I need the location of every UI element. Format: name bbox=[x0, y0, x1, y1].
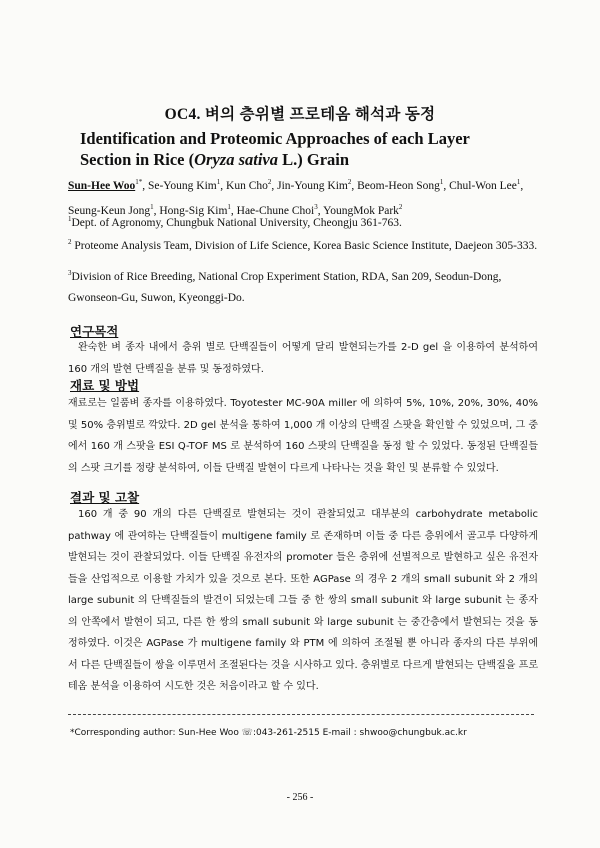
author-sup: 1 bbox=[227, 202, 231, 211]
english-title bbox=[80, 128, 520, 170]
section-heading-methods: 재료 및 방법 bbox=[70, 378, 140, 393]
author: Jin-Young Kim bbox=[277, 179, 348, 192]
english-title-part1: Identification and Proteomic Approaches of each Layer Section in Rice ( bbox=[80, 129, 470, 169]
page-number: - 256 - bbox=[286, 792, 314, 803]
purpose-paragraph: 완숙한 벼 종자 내에서 층위 별로 단백질들이 어떻게 달리 발현되는가를 2-D gel 을 이용하여 분석하여 160 개의 발현 단백질을 분류 및 동정하였다. bbox=[68, 342, 538, 375]
affiliation-text: Proteome Analysis Team, Division of Life Science, Korea Basic Science Institute, Daejeon 305-333. bbox=[71, 239, 538, 252]
english-title-species: Oryza sativa bbox=[194, 150, 278, 169]
author-sup: 2 bbox=[398, 202, 403, 211]
results-paragraph: 160 개 중 90 개의 다른 단백질로 발현되는 것이 관찰되었고 대부분의 carbohydrate metabolic pathway 에 관여하는 단백질들이 multigene family 로 존재하며 이들 중 다른 층위에서 골고루 다양하게 발현되는 것이 관찰되었다. 이들 단백질 유전자의 promoter 들은 층위에 선별적으로 발현하고 싶은 유전자들을 산업적으로 이용할 가치가 있을 것으로 본다. 또한 AGPase 의 경우 2 개의 small subunit 와 2 개의 large subunit 의 단백질들의 발견이 되었는데 그들 중 한 쌍의 small subunit 와 large subunit 는 종자의 안쪽에서 발현이 되고, 다른 한 쌍의 small subunit 와 large subunit 는 중간층에서 발현되는 것을 동정하였다. 이것은 AGPase 가 multigene family 와 PTM 에 의하여 조절될 뿐 아니라 종자의 다른 부위에서 다른 단백질들이 쌍을 이루면서 조절된다는 것을 시사하고 있다. 층위별로 다르게 발현되는 단백질을 프로테옴 분석을 이용하여 시도한 것은 처음이라고 할 수 있다. bbox=[68, 509, 538, 692]
author-sup: 1 bbox=[150, 202, 154, 211]
author-sup: 1 bbox=[516, 178, 521, 186]
author: Hae-Chune Choi bbox=[236, 204, 315, 217]
author-sup: 3 bbox=[314, 202, 318, 211]
affiliation-3 bbox=[68, 263, 538, 309]
author-sup: 2 bbox=[267, 178, 272, 186]
methods-paragraph: 재료로는 일품벼 종자를 이용하였다. Toyotester MC-90A miller 에 의하여 5%, 10%, 20%, 30%, 40% 및 50% 층위별로 깍았다. 2D gel 분석을 통하여 1,000 개 이상의 단백질 스팟을 확인할 수 있었으며, 그 중에서 160 개 스팟을 ESI Q-TOF MS 로 분석하여 160 스팟의 단백질을 동정 할 수 있었다. 동정된 단백질들의 스팟 크기를 정량 분석하여, 이들 단백질 발현이 다르게 나타나는 것을 확인 및 분류할 수 있었다. bbox=[68, 398, 538, 474]
affiliation-sup: 3 bbox=[68, 269, 72, 277]
author-sup: 1 bbox=[216, 178, 221, 186]
korean-title: OC4. 벼의 층위별 프로테옴 해석과 동정 bbox=[164, 106, 436, 123]
author-sup: 1 bbox=[439, 178, 444, 186]
author-sup: 2 bbox=[347, 178, 352, 186]
author: YoungMok Park bbox=[323, 204, 399, 217]
section-heading-results: 결과 및 고찰 bbox=[70, 490, 140, 505]
affiliation-2 bbox=[68, 232, 538, 257]
lead-author-sup: 1* bbox=[135, 178, 143, 186]
english-title-part2: L.) Grain bbox=[277, 150, 350, 169]
affiliation-1 bbox=[68, 209, 538, 234]
section-heading-purpose: 연구목적 bbox=[70, 324, 119, 339]
author: Beom-Heon Song bbox=[357, 179, 440, 192]
author: Se-Young Kim bbox=[147, 179, 217, 192]
corresponding-author-footnote: *Corresponding author: Sun-Hee Woo ☏:043-261-2515 E-mail : shwoo@chungbuk.ac.kr bbox=[70, 728, 467, 738]
lead-author: Sun-Hee Woo bbox=[68, 179, 136, 192]
affiliation-text: Division of Rice Breeding, National Crop Experiment Station, RDA, San 209, Seodun-Dong, Gwonseon-Gu, Suwon, Kyeonggi-Do. bbox=[68, 270, 502, 304]
author: Seung-Keun Jong bbox=[68, 204, 151, 217]
affiliation-sup: 1 bbox=[68, 215, 72, 223]
author: Hong-Sig Kim bbox=[159, 204, 228, 217]
affiliation-text: Dept. of Agronomy, Chungbuk National University, Cheongju 361-763. bbox=[71, 216, 402, 229]
author: Chul-Won Lee bbox=[449, 179, 517, 192]
affiliation-sup: 2 bbox=[68, 238, 72, 246]
author-list: Sun-Hee Woo$^{1*}$, Se-Young Kim$^1$, Kun Cho$^2$, Jin-Young Kim$^2$, Beom-Heon Song$^1$, Chul-Won Lee$^1$, Seung-Keun Jong$^1$, Hong-Sig Kim$^1$, Hae-Chune Choi$^3$, YoungMok Park$^2$ bbox=[68, 178, 524, 217]
footnote-divider bbox=[68, 714, 534, 715]
author: Kun Cho bbox=[226, 179, 268, 192]
